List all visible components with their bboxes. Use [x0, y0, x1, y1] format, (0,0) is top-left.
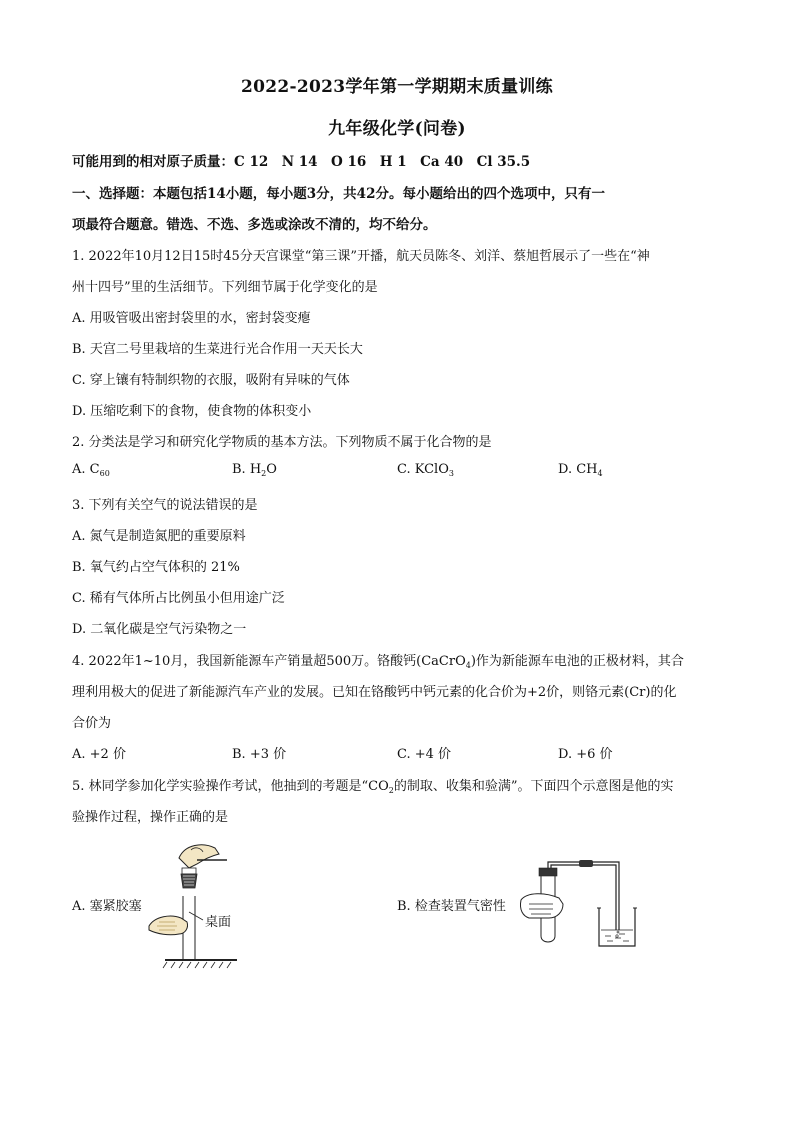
q1-option-d: D. 压缩吃剩下的食物，使食物的体积变小: [72, 404, 312, 419]
q5-option-b: B. 检查装置气密性: [397, 899, 506, 914]
q4-option-c: C. +4 价: [397, 747, 452, 762]
q2-stem: 2. 分类法是学习和研究化学物质的基本方法。下列物质不属于化合物的是: [72, 435, 492, 450]
q2-option-d: D. $CH_4$: [558, 462, 603, 478]
q4-option-d: D. +6 价: [558, 747, 613, 762]
desk-label: 桌面: [205, 915, 232, 930]
q3-stem: 3. 下列有关空气的说法错误的是: [72, 498, 258, 513]
q4-stem-line1: 4. 2022年1~10月，我国新能源车产销量超500万。铬酸钙(CaCrO$_4$)作为新能源车电池的正极材料，其合: [72, 654, 684, 670]
q3-option-d: D. 二氧化碳是空气污染物之一: [72, 622, 247, 637]
q4-option-a: A. +2 价: [72, 747, 126, 762]
q3-option-a: A. 氮气是制造氮肥的重要原料: [72, 529, 246, 544]
q2-option-a: A. $C_{60}$: [72, 462, 110, 478]
q5-option-a: A. 塞紧胶塞: [72, 899, 142, 914]
section-instructions-line2: 项最符合题意。错选、不选、多选或涂改不清的，均不给分。: [72, 217, 437, 233]
q5-figure-b-airtightness: [515, 852, 645, 952]
q3-option-b: B. 氧气约占空气体积的 21%: [72, 560, 240, 575]
q1-option-b: B. 天宫二号里栽培的生菜进行光合作用一天天长大: [72, 342, 363, 357]
page-title: 2022-2023学年第一学期期末质量训练: [241, 77, 553, 97]
q5-stem-line1: 5. 林同学参加化学实验操作考试，他抽到的考题是“$CO_2$的制取、收集和验满”。下面四个示意图是他的实: [72, 779, 674, 795]
q2-option-c: C. KClO$_3$: [397, 462, 454, 478]
section-instructions-line1: 一、选择题：本题包括14小题，每小题3分，共42分。每小题给出的四个选项中，只有一: [72, 186, 605, 202]
q1-stem-line1: 1. 2022年10月12日15时45分天宫课堂“第三课”开播，航天员陈冬、刘洋、蔡旭哲展示了一些在“神: [72, 249, 650, 264]
q4-option-b: B. +3 价: [232, 747, 287, 762]
q4-stem-line3: 合价为: [72, 716, 112, 731]
q3-option-c: C. 稀有气体所占比例虽小但用途广泛: [72, 591, 285, 606]
page-subtitle: 九年级化学(问卷): [328, 119, 466, 139]
q1-option-c: C. 穿上镶有特制织物的衣服，吸附有异味的气体: [72, 373, 350, 388]
q1-stem-line2: 州十四号”里的生活细节。下列细节属于化学变化的是: [72, 280, 378, 295]
q5-figure-a-stopper: [145, 838, 255, 970]
q2-option-b: B. $H_2O$: [232, 462, 277, 478]
q5-stem-line2: 验操作过程，操作正确的是: [72, 810, 229, 825]
atomic-masses: 可能用到的相对原子质量：C 12 N 14 O 16 H 1 Ca 40 Cl 35.5: [72, 154, 531, 170]
q4-stem-line2: 理利用极大的促进了新能源汽车产业的发展。已知在铬酸钙中钙元素的化合价为+2价，则铬元素(Cr)的化: [72, 685, 677, 700]
q1-option-a: A. 用吸管吸出密封袋里的水，密封袋变瘪: [72, 311, 311, 326]
